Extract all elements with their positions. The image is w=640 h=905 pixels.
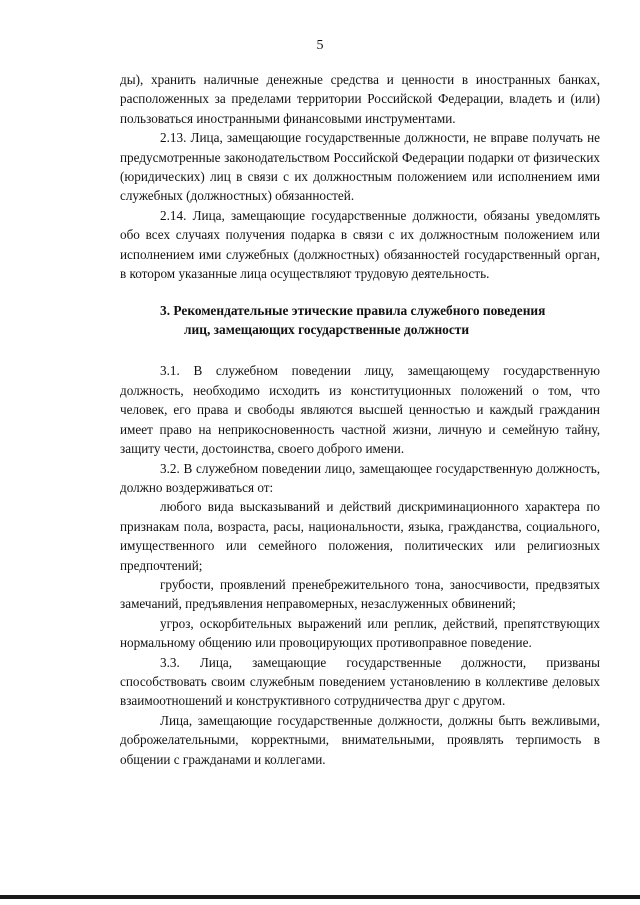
scan-bottom-edge bbox=[0, 895, 640, 899]
document-body bbox=[120, 70, 600, 769]
paragraph-3-1: 3.1. В служебном поведении лицу, замещающему государственную должность, необходимо исходить из конституционных положений о том, что человек, его права и свободы являются высшей ценностью и каждый гражданин имеет право на неприкосновенность частной жизни, личную и семейную тайну, защиту чести, достоинства, своего доброго имени. bbox=[120, 363, 600, 457]
paragraph-3-3-courtesy: Лица, замещающие государственные должности, должны быть вежливыми, доброжелательными, корректными, внимательными, проявлять терпимость в общении с гражданами и коллегами. bbox=[120, 712, 600, 767]
section-3-heading-line2: лиц, замещающих государственные должности bbox=[184, 322, 470, 338]
page-number: 5 bbox=[316, 38, 324, 53]
paragraph-2-13: 2.13. Лица, замещающие государственные должности, не вправе получать не предусмотренные законодательством Российской Федерации подарки от физических (юридических) лиц в связи с их должностным положением или исполнением ими служебных (должностных) обязанностей. bbox=[120, 130, 600, 204]
paragraph-3-2-item-discrimination: любого вида высказываний и действий дискриминационного характера по признакам пола, возраста, расы, национальности, языка, гражданства, социального, имущественного или семейного положения, политических или религиозных предпочтений; bbox=[120, 499, 600, 573]
paragraph-3-3: 3.3. Лица, замещающие государственные должности, призваны способствовать своим служебным поведением установлению в коллективе деловых взаимоотношений и конструктивного сотрудничества друг с другом. bbox=[120, 654, 600, 709]
section-3-heading bbox=[120, 301, 600, 339]
paragraph-intro-continuation: ды), хранить наличные денежные средства и ценности в иностранных банках, расположенных за пределами территории Российской Федерации, владеть и (или) пользоваться иностранными финансовыми инструментами. bbox=[120, 72, 600, 126]
paragraph-3-2-item-rudeness: грубости, проявлений пренебрежительного тона, заносчивости, предвзятых замечаний, предъявления неправомерных, незаслуженных обвинений; bbox=[120, 576, 600, 612]
paragraph-2-14: 2.14. Лица, замещающие государственные должности, обязаны уведомлять обо всех случаях получения подарка в связи с их должностным положением или исполнением ими служебных (должностных) обязанностей государственный орган, в котором указанные лица осуществляют трудовую деятельность. bbox=[120, 207, 600, 282]
section-3-heading-line1: 3. Рекомендательные этические правила служебного поведения bbox=[160, 303, 546, 319]
paragraph-3-2: 3.2. В служебном поведении лицо, замещающее государственную должность, должно воздерживаться от: bbox=[120, 460, 600, 495]
paragraph-3-2-item-threats: угроз, оскорбительных выражений или реплик, действий, препятствующих нормальному общению или провоцирующих противоправное поведение. bbox=[120, 615, 600, 651]
